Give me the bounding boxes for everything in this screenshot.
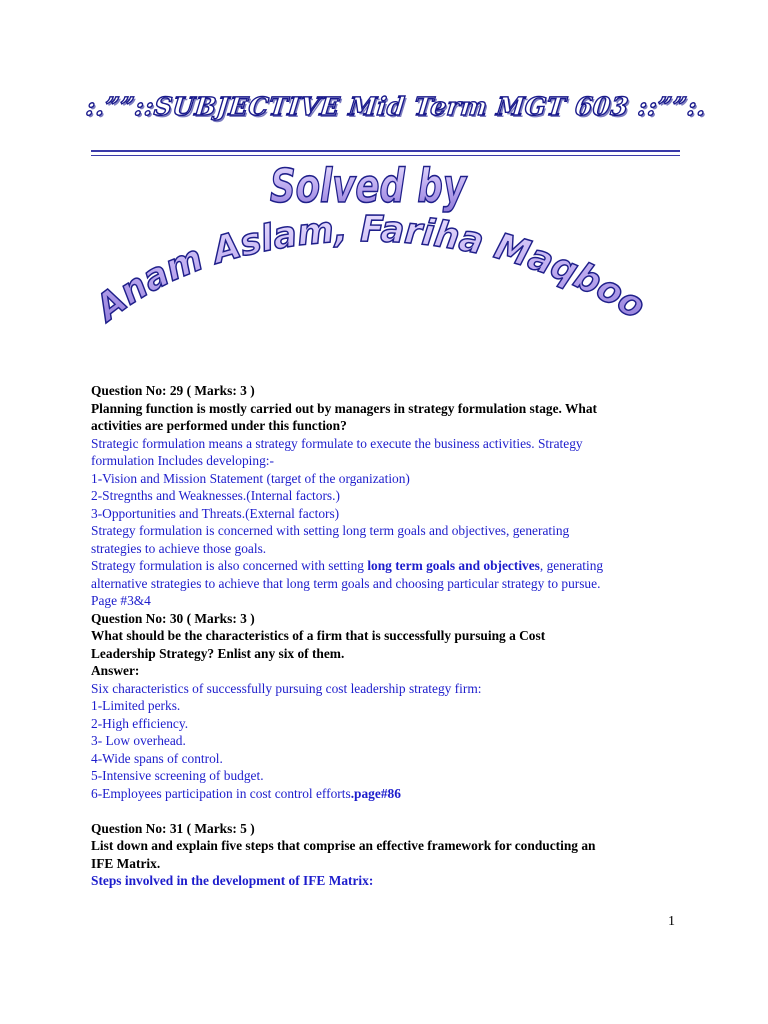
q30-answer-line: 3- Low overhead.: [91, 733, 186, 748]
document-body: [91, 382, 681, 890]
q30-page-reference: .page#86: [350, 785, 401, 801]
q29-answer-line: strategies to achieve those goals.: [91, 540, 267, 556]
q29-question-line: activities are performed under this function?: [91, 418, 347, 433]
q30-answer-line: 5-Intensive screening of budget.: [91, 768, 264, 783]
q29-answer-line: Strategic formulation means a strategy formulate to execute the business activities. Strategy: [91, 435, 583, 451]
q29-question-line: Planning function is mostly carried out by managers in strategy formulation stage. What: [91, 400, 597, 416]
q29-answer-text: Strategy formulation is also concerned with setting: [91, 558, 368, 573]
wordart-solved-by: Solved by: [270, 159, 468, 213]
q30-question-line: What should be the characteristics of a firm that is successfully pursuing a Cost: [91, 628, 546, 643]
q29-answer-line: 1-Vision and Mission Statement (target of the organization): [91, 470, 410, 486]
wordart-author-names: [86, 209, 652, 331]
q30-question-line: Leadership Strategy? Enlist any six of them.: [91, 645, 345, 661]
q31-question-line: IFE Matrix.: [91, 855, 161, 871]
q30-answer-line: 2-High efficiency.: [91, 715, 189, 731]
paragraph-gap: [91, 802, 681, 820]
q31-answer-heading: Steps involved in the development of IFE Matrix:: [91, 873, 374, 888]
q29-page-reference: Page #3&4: [91, 593, 151, 608]
q29-answer-line: alternative strategies to achieve that long term goals and choosing particular strategy to pursue.: [91, 575, 601, 591]
q30-answer-label: Answer:: [91, 663, 140, 678]
q31-heading: Question No: 31 ( Marks: 5 ): [91, 820, 255, 836]
q29-answer-line: 3-Opportunities and Threats.(External factors): [91, 505, 340, 521]
q30-answer-line: 4-Wide spans of control.: [91, 750, 223, 766]
q30-heading: Question No: 30 ( Marks: 3 ): [91, 610, 255, 626]
q29-answer-text: , generating: [539, 558, 604, 573]
q29-heading: Question No: 29 ( Marks: 3 ): [91, 383, 255, 398]
q29-answer-line: Strategy formulation is concerned with setting long term goals and objectives, generating: [91, 523, 570, 538]
q29-answer-emphasis: long term goals and objectives: [367, 558, 540, 573]
q30-answer-text: 6-Employees participation in cost control efforts: [91, 785, 351, 801]
wordart-authors: [0, 0, 768, 370]
document-title: :.””::SUBJECTIVE Mid Term MGT 603 ::””:.: [84, 92, 708, 121]
q29-answer-line: formulation Includes developing:-: [91, 453, 274, 468]
wordart-author-names-path: Anam Aslam, Fariha Maqboo: [88, 209, 653, 329]
q30-answer-mixed-line: [91, 785, 681, 803]
q29-answer-line: 2-Stregnths and Weaknesses.(Internal factors.): [91, 488, 340, 503]
page-number: 1: [668, 914, 675, 929]
q31-question-line: List down and explain five steps that comprise an effective framework for conducting an: [91, 838, 596, 853]
q30-answer-line: Six characteristics of successfully pursuing cost leadership strategy firm:: [91, 680, 482, 696]
q29-answer-mixed-line: [91, 557, 681, 575]
q30-answer-line: 1-Limited perks.: [91, 698, 181, 713]
